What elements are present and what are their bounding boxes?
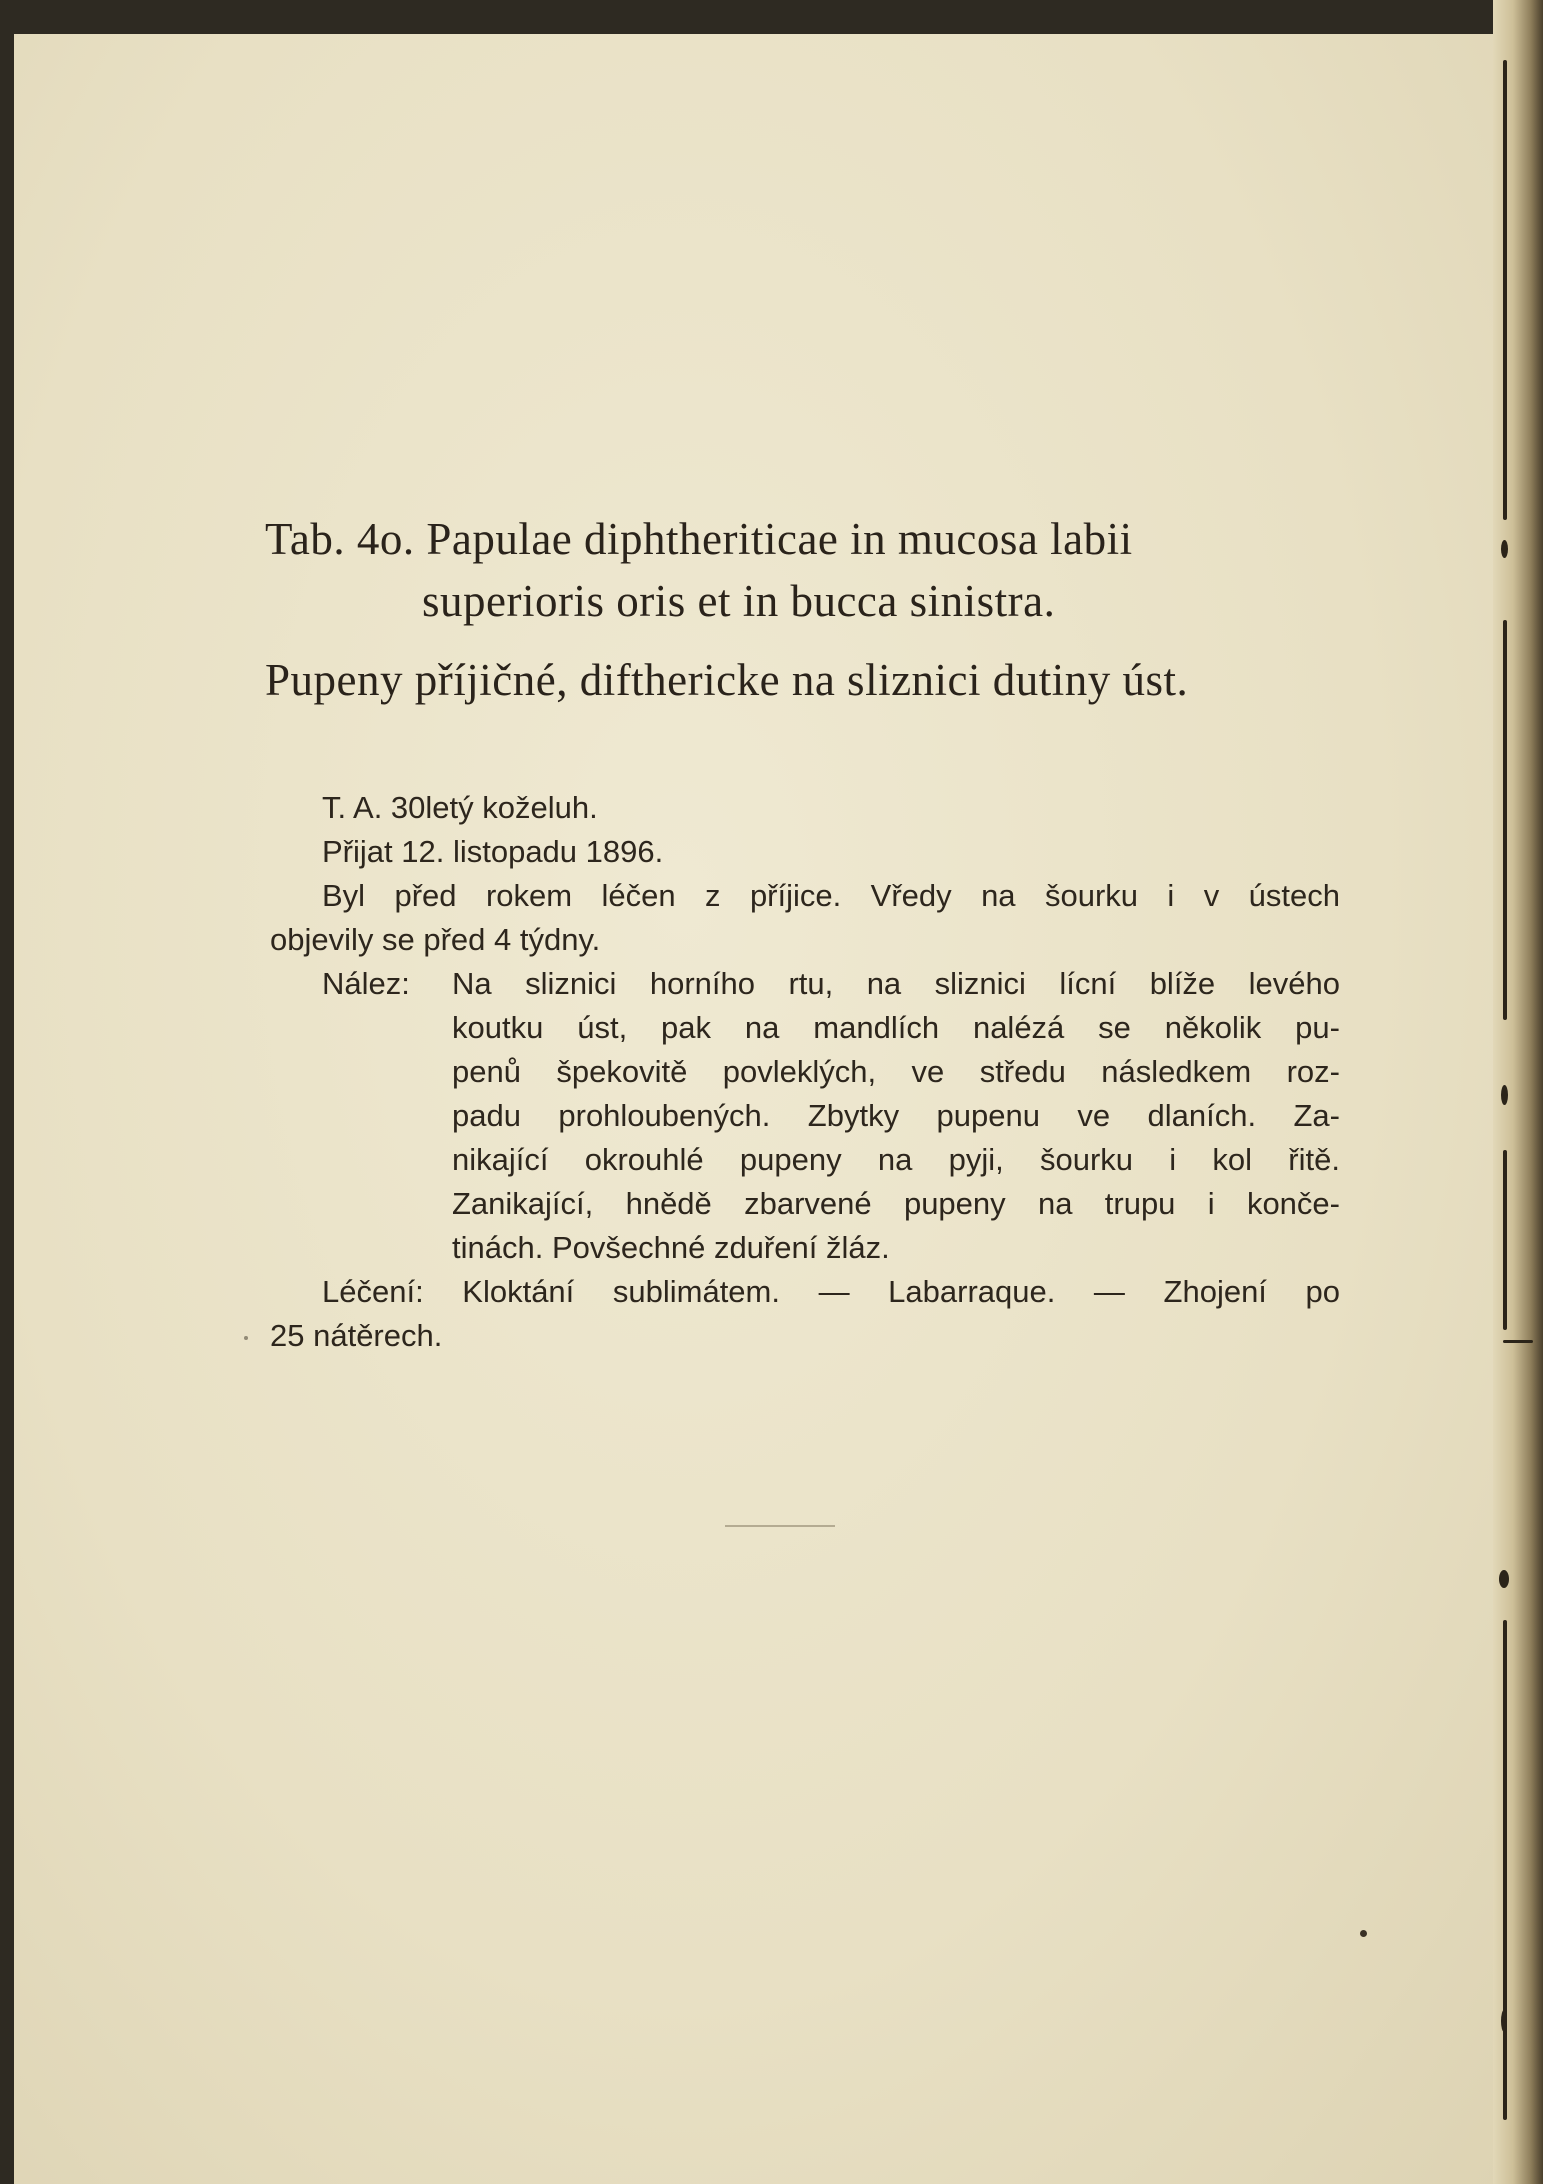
end-rule bbox=[725, 1525, 835, 1527]
finding-line: padu prohloubených. Zbytky pupenu ve dlaních. Za- bbox=[452, 1098, 1340, 1133]
admission-line: Přijat 12. listopadu 1896. bbox=[322, 834, 664, 869]
finding-line: penů špekovitě povleklých, ve středu následkem roz- bbox=[452, 1054, 1340, 1089]
czech-title: Pupeny příjičné, difthericke na sliznici dutiny úst. bbox=[265, 655, 1189, 705]
spine-mark bbox=[1503, 1150, 1507, 1330]
finding-line: koutku úst, pak na mandlích nalézá se několik pu- bbox=[452, 1010, 1340, 1045]
treatment-line: 25 nátěrech. bbox=[270, 1318, 443, 1353]
finding-line: Na sliznici horního rtu, na sliznici lícní blíže levého bbox=[452, 966, 1340, 1001]
spine-mark bbox=[1503, 60, 1507, 520]
latin-title-line-1: Tab. 4o. Papulae diphtheriticae in mucosa labii bbox=[265, 514, 1133, 564]
history-line: objevily se před 4 týdny. bbox=[270, 922, 601, 957]
spine-mark bbox=[1503, 1620, 1507, 2120]
finding-line: nikající okrouhlé pupeny na pyji, šourku i kol řitě. bbox=[452, 1142, 1340, 1177]
finding-line: Zanikající, hnědě zbarvené pupeny na trupu i konče- bbox=[452, 1186, 1340, 1221]
spine-mark bbox=[1501, 2010, 1507, 2032]
history-line: Byl před rokem léčen z příjice. Vředy na šourku i v ústech bbox=[322, 878, 1340, 913]
finding-section bbox=[270, 962, 1340, 1270]
case-description bbox=[270, 786, 1340, 1358]
finding-text bbox=[452, 962, 1340, 1270]
spine-mark bbox=[1503, 1340, 1533, 1343]
spine-mark bbox=[1503, 620, 1507, 1020]
spine-mark bbox=[1501, 540, 1508, 558]
book-spine bbox=[1493, 0, 1543, 2184]
finding-label: Nález: bbox=[322, 966, 410, 1001]
spine-mark bbox=[1501, 1085, 1508, 1105]
paper-speck bbox=[244, 1336, 248, 1340]
plate-title bbox=[265, 508, 1345, 632]
spine-mark bbox=[1499, 1570, 1509, 1588]
paper-speck bbox=[1360, 1930, 1367, 1937]
patient-line: T. A. 30letý koželuh. bbox=[322, 790, 598, 825]
latin-title-line-2: superioris oris et in bucca sinistra. bbox=[422, 576, 1056, 626]
treatment-line: Léčení: Kloktání sublimátem. — Labarraque. — Zhojení po bbox=[322, 1274, 1340, 1309]
finding-line: tinách. Povšechné zduření žláz. bbox=[452, 1230, 890, 1265]
